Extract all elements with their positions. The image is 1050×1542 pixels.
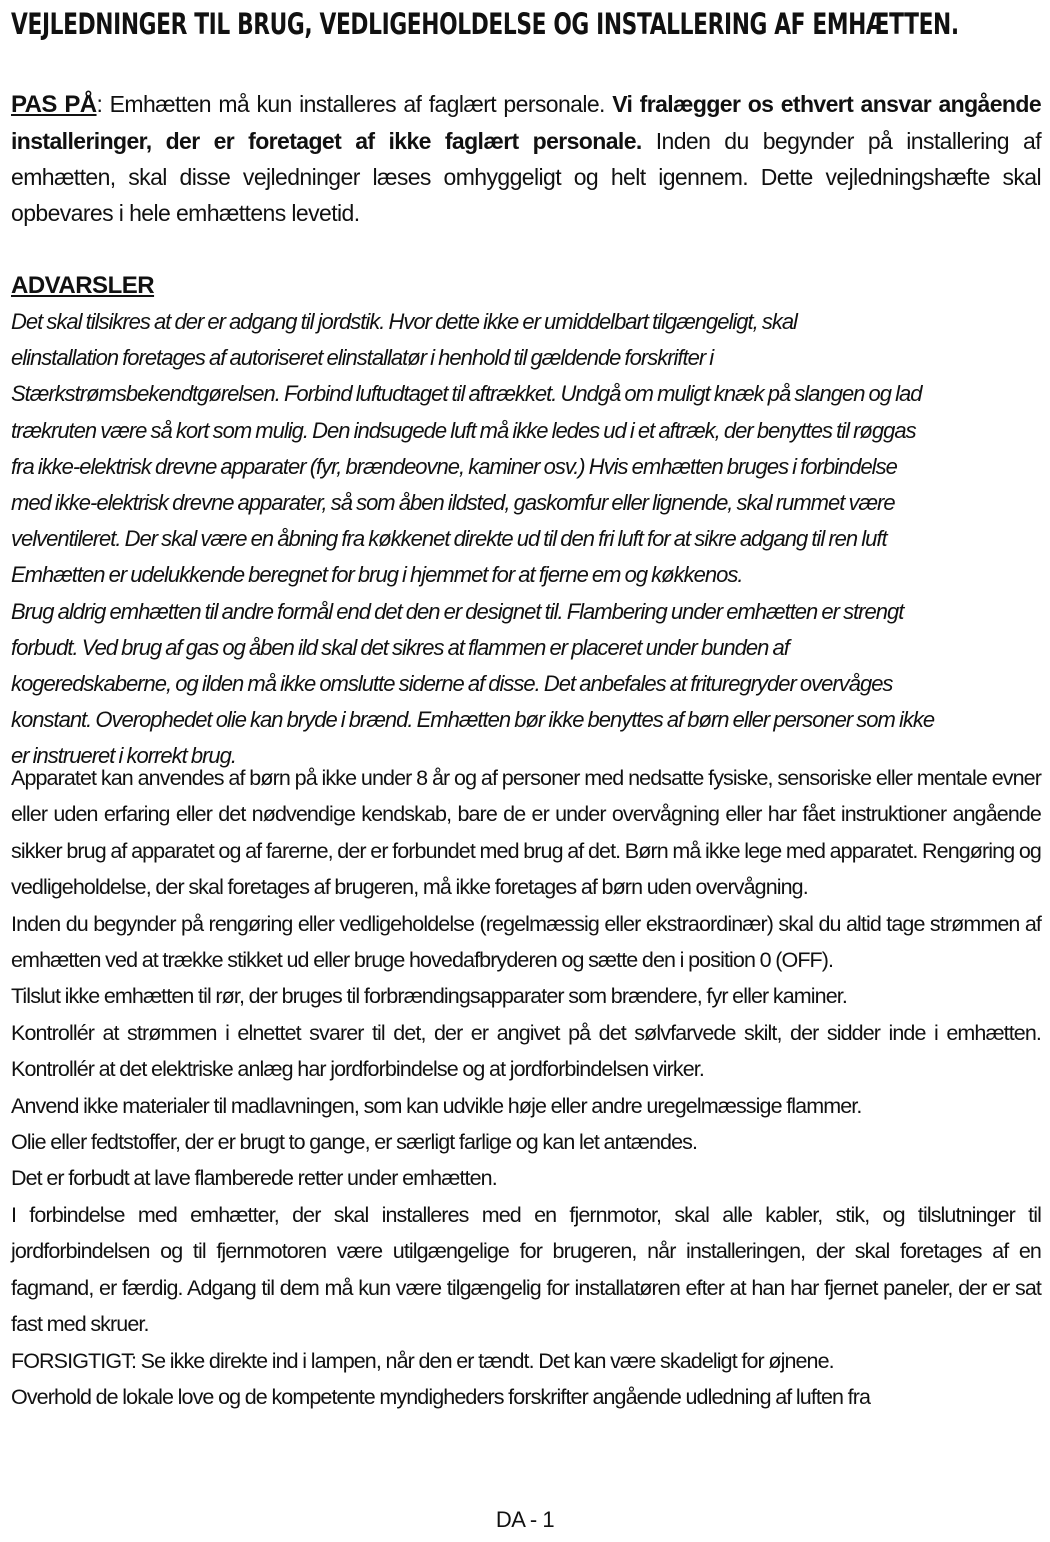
advarsler-line: forbudt. Ved brug af gas og åben ild skal det sikres at flammen er placeret under bunden af bbox=[11, 634, 789, 660]
advarsler-line: kogeredskaberne, og ilden må ikke omslutte siderne af disse. Det anbefales at frituregryder overvåges bbox=[11, 671, 893, 697]
advarsler-text bbox=[11, 304, 1041, 775]
pas-paa-text-2: Inden du begynder på installering af emhætten, skal disse vejledninger læses omhyggeligt og helt igennem. Dette vejledningshæfte skal opbevares i hele emhættens levetid. bbox=[11, 128, 1041, 226]
paragraph-materials: Anvend ikke materialer til madlavningen, som kan udvikle høje eller andre uregelmæssige flammer. bbox=[11, 1093, 862, 1118]
paragraph-remote-motor: I forbindelse med emhætter, der skal installeres med en fjernmotor, skal alle kabler, stik, og tilslutninger til jordforbindelsen og til fjernmotoren være utilgængelige for brugeren, når installeringen, der skal foretages af en fagmand, er færdig. Adgang til dem må kun være tilgængelig for installatøren efter at han har fjernet paneler, der er sat fast med skruer. bbox=[11, 1202, 1041, 1337]
paragraph-local-laws: Overhold de lokale love og de kompetente myndigheders forskrifter angående udledning af luften fra bbox=[11, 1384, 871, 1409]
advarsler-line: Stærkstrømsbekendtgørelsen. Forbind luftudtaget til aftrækket. Undgå om muligt knæk på slangen og lad bbox=[11, 381, 922, 407]
pas-paa-label: PAS PÅ bbox=[11, 91, 97, 118]
page-number: DA - 1 bbox=[495, 1507, 555, 1532]
advarsler-line: elinstallation foretages af autoriseret elinstallatør i henhold til gældende forskrifter i bbox=[11, 345, 714, 371]
advarsler-line: Emhætten er udelukkende beregnet for brug i hjemmet for at fjerne em og køkkenos. bbox=[11, 562, 743, 588]
advarsler-line: er instrueret i korrekt brug. bbox=[11, 743, 236, 769]
advarsler-line: velventileret. Der skal være en åbning fra køkkenet direkte ud til den fri luft for at sikre adgang til ren luft bbox=[11, 526, 887, 552]
paragraph-flambe: Det er forbudt at lave flamberede retter under emhætten. bbox=[11, 1166, 497, 1191]
paragraph-children-safety: Apparatet kan anvendes af børn på ikke under 8 år og af personer med nedsatte fysiske, sensoriske eller mentale evner eller uden erfaring eller det nødvendige kendskab, bare de er under overvågning eller har fået instruktioner angående sikker brug af apparatet og af farerne, der er forbundet med brug af det. Børn må ikke lege med apparatet. Rengøring og vedligeholdelse, der skal foretages af brugeren, må ikke foretages af børn uden overvågning. bbox=[11, 766, 1041, 900]
advarsler-line: konstant. Overophedet olie kan bryde i brænd. Emhætten bør ikke benyttes af børn eller personer som ikke bbox=[11, 707, 935, 733]
paragraph-no-combustion-pipes: Tilslut ikke emhætten til rør, der bruges til forbrændingsapparater som brændere, fyr eller kaminer. bbox=[11, 984, 847, 1009]
advarsler-section bbox=[11, 268, 1041, 775]
paragraph-cleaning-power: Inden du begynder på rengøring eller vedligeholdelse (regelmæssig eller ekstraordinær) skal du altid tage strømmen af emhætten ved at trække stikket ud eller bruge hovedafbryderen og sætte den i position 0 (OFF). bbox=[11, 911, 1041, 973]
paragraph-lamp-caution: FORSIGTIGT: Se ikke direkte ind i lampen, når den er tændt. Det kan være skadeligt for øjnene. bbox=[11, 1348, 834, 1373]
pas-paa-section bbox=[11, 86, 1041, 231]
pas-paa-paragraph bbox=[11, 86, 1041, 231]
paragraph-check-power: Kontrollér at strømmen i elnettet svarer til det, der er angivet på det sølvfarvede skilt, der sidder inde i emhætten. Kontrollér at det elektriske anlæg har jordforbindelse og at jordforbindelsen virker. bbox=[11, 1020, 1041, 1082]
advarsler-line: trækruten være så kort som mulig. Den indsugede luft må ikke ledes ud i et aftræk, der benyttes til røggas bbox=[11, 417, 916, 443]
advarsler-line: fra ikke-elektrisk drevne apparater (fyr, brændeovne, kaminer osv.) Hvis emhætten bruges i forbindelse bbox=[11, 453, 897, 479]
pas-paa-text-1: : Emhætten må kun installeres af faglært personale. bbox=[96, 91, 613, 117]
instructions-body bbox=[11, 760, 1041, 1415]
pas-paa-bold-text: Vi fralægger os ethvert ansvar angående installeringer, der er foretaget af ikke faglært personale. bbox=[11, 91, 1042, 154]
document-title: VEJLEDNINGER TIL BRUG, VEDLIGEHOLDELSE OG INSTALLERING AF EMHÆTTEN. bbox=[11, 7, 959, 41]
paragraph-oil: Olie eller fedtstoffer, der er brugt to gange, er særligt farlige og kan let antændes. bbox=[11, 1130, 698, 1155]
advarsler-line: Brug aldrig emhætten til andre formål end det den er designet til. Flambering under emhætten er strengt bbox=[11, 598, 904, 624]
advarsler-line: Det skal tilsikres at der er adgang til jordstik. Hvor dette ikke er umiddelbart tilgængeligt, skal bbox=[11, 309, 797, 334]
advarsler-line: med ikke-elektrisk drevne apparater, så som åben ildsted, gaskomfur eller lignende, skal rummet være bbox=[11, 490, 895, 516]
advarsler-heading: ADVARSLER bbox=[11, 272, 155, 299]
